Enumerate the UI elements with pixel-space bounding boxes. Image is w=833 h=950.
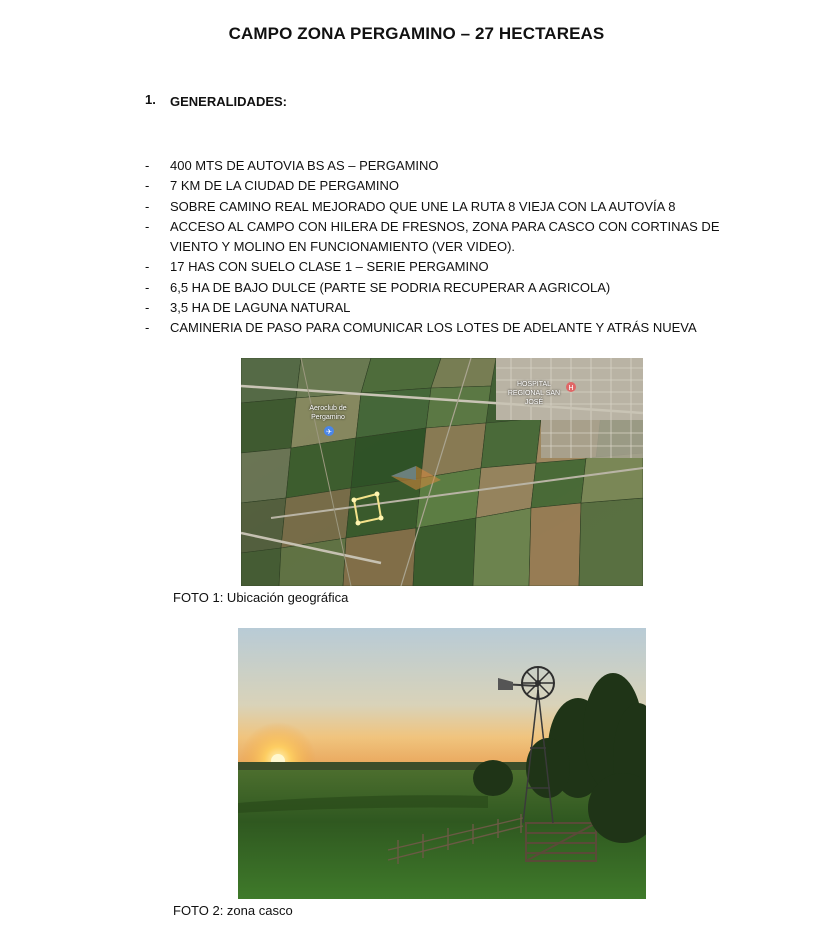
bullet-marker: -	[145, 158, 150, 173]
section-number: 1.	[145, 92, 156, 107]
bullet-marker: -	[145, 178, 150, 194]
list-item-text: 17 HAS CON SUELO CLASE 1 – SERIE PERGAMINO	[170, 259, 489, 275]
page-title: CAMPO ZONA PERGAMINO – 27 HECTAREAS	[228, 24, 605, 43]
farm-sunset-photo	[238, 628, 646, 899]
photo2-caption: FOTO 2: zona casco	[173, 903, 293, 918]
map-label-hospital: HOSPITAL REGIONAL SAN JOSÉ	[507, 381, 561, 406]
section-title: GENERALIDADES:	[170, 94, 288, 109]
list-item-text: 400 MTS DE AUTOVIA BS AS – PERGAMINO	[170, 158, 439, 173]
bullet-marker: -	[145, 300, 150, 316]
list-item	[145, 257, 725, 277]
list-item	[145, 156, 725, 176]
svg-text:H: H	[568, 384, 574, 392]
bullet-marker: -	[145, 320, 150, 336]
bullet-marker: -	[145, 198, 150, 214]
list-item	[145, 318, 725, 338]
bullet-marker: -	[145, 218, 150, 234]
list-item	[145, 176, 725, 196]
bullet-marker: -	[145, 259, 150, 275]
bullet-list	[145, 156, 725, 339]
list-item	[145, 197, 725, 217]
satellite-map-photo	[241, 358, 643, 586]
map-label-airfield: Aeroclub de Pergamino	[309, 405, 347, 421]
list-item-text: 7 KM DE LA CIUDAD DE PERGAMINO	[170, 178, 399, 194]
list-item-text: 6,5 HA DE BAJO DULCE (PARTE SE PODRIA RECUPERAR A AGRICOLA)	[170, 279, 611, 295]
list-item-text: 3,5 HA DE LAGUNA NATURAL	[170, 300, 351, 316]
bullet-marker: -	[145, 279, 150, 295]
photo1-caption: FOTO 1: Ubicación geográfica	[173, 590, 349, 605]
list-item	[145, 217, 725, 258]
list-item-text: CAMINERIA DE PASO PARA COMUNICAR LOS LOTES DE ADELANTE Y ATRÁS NUEVA	[170, 320, 697, 336]
list-item-text: SOBRE CAMINO REAL MEJORADO QUE UNE LA RUTA 8 VIEJA CON LA AUTOVÍA 8	[170, 198, 676, 214]
list-item-text: ACCESO AL CAMPO CON HILERA DE FRESNOS, ZONA PARA CASCO CON CORTINAS DE VIENTO Y MOLINO EN FUNCIONAMIENTO (VER VIDEO).	[170, 218, 720, 255]
list-item	[145, 298, 725, 318]
svg-text:✈: ✈	[326, 428, 332, 436]
list-item	[145, 278, 725, 298]
